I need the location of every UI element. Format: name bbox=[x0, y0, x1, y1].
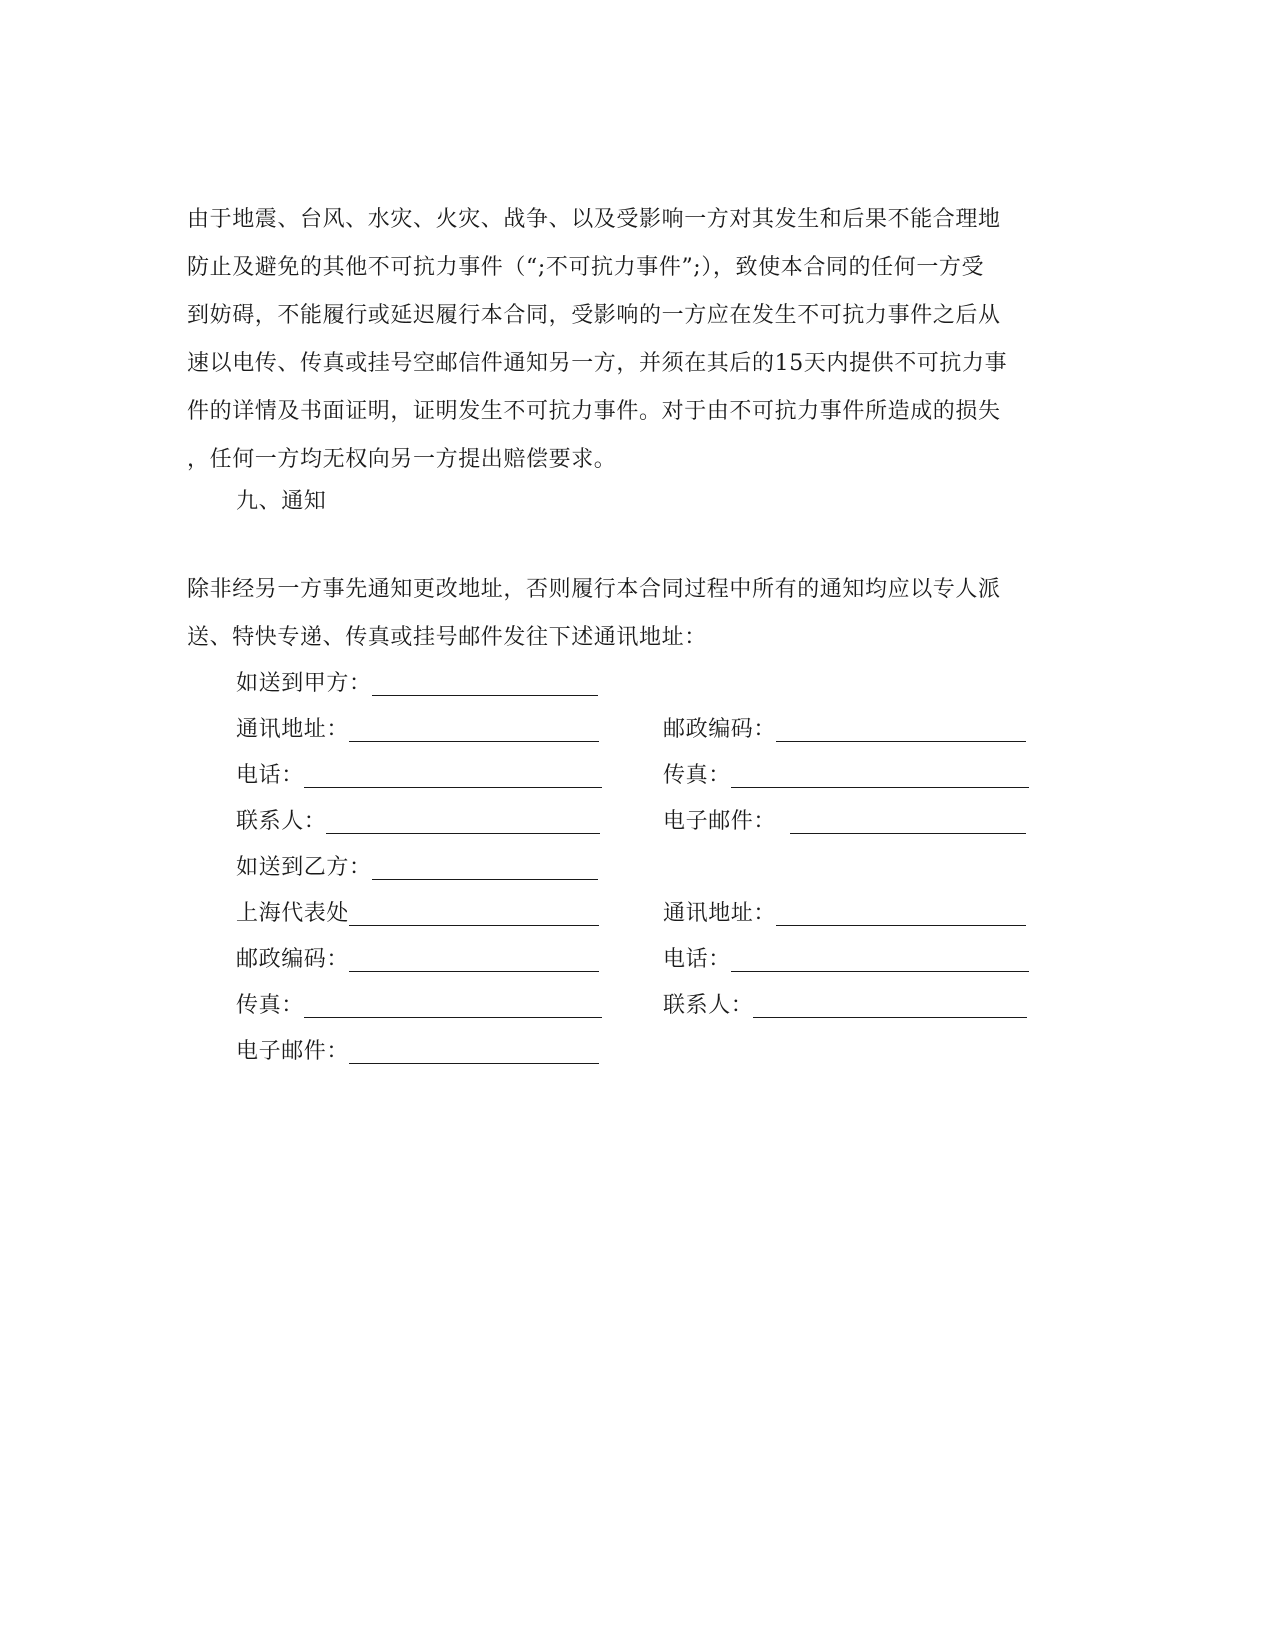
fill-in-blank[interactable] bbox=[349, 717, 599, 742]
fill-in-blank[interactable] bbox=[304, 763, 602, 788]
field-label: 电话： bbox=[663, 947, 731, 972]
fill-in-blank[interactable] bbox=[326, 809, 600, 834]
party-b-postcode-field bbox=[236, 944, 599, 976]
party-a-send-to-field bbox=[236, 668, 598, 700]
field-label: 电子邮件： bbox=[236, 1039, 350, 1064]
field-label: 传真： bbox=[236, 993, 304, 1018]
party-a-phone-field bbox=[236, 760, 602, 792]
party-b-contact-field bbox=[663, 990, 1027, 1022]
fill-in-blank[interactable] bbox=[372, 671, 598, 696]
party-a-fax-field bbox=[663, 760, 1029, 792]
field-label: 如送到甲方： bbox=[236, 671, 372, 696]
paragraph-line: 件的详情及书面证明，证明发生不可抗力事件。对于由不可抗力事件所造成的损失 bbox=[187, 399, 1001, 424]
fill-in-blank[interactable] bbox=[776, 901, 1026, 926]
paragraph-line: 速以电传、传真或挂号空邮信件通知另一方，并须在其后的15天内提供不可抗力事 bbox=[187, 351, 1008, 376]
fill-in-blank[interactable] bbox=[790, 809, 1026, 834]
field-label: 通讯地址： bbox=[663, 901, 777, 926]
field-label: 邮政编码： bbox=[236, 947, 350, 972]
fill-in-blank[interactable] bbox=[349, 1039, 599, 1064]
party-a-address-field bbox=[236, 714, 599, 746]
fill-in-blank[interactable] bbox=[776, 717, 1026, 742]
party-b-phone-field bbox=[663, 944, 1029, 976]
paragraph-line: 防止及避免的其他不可抗力事件（“;不可抗力事件”;），致使本合同的任何一方受 bbox=[187, 255, 985, 280]
field-label: 通讯地址： bbox=[236, 717, 350, 742]
field-label: 上海代表处 bbox=[236, 901, 350, 926]
notice-paragraph bbox=[187, 566, 1077, 662]
field-label: 电话： bbox=[236, 763, 304, 788]
force-majeure-paragraph bbox=[187, 196, 1077, 484]
party-b-send-to-field bbox=[236, 852, 598, 884]
field-label: 如送到乙方： bbox=[236, 855, 372, 880]
fill-in-blank[interactable] bbox=[372, 855, 598, 880]
party-b-address-field bbox=[663, 898, 1026, 930]
field-label: 联系人： bbox=[236, 809, 327, 834]
fill-in-blank[interactable] bbox=[349, 947, 599, 972]
paragraph-line: 到妨碍，不能履行或延迟履行本合同，受影响的一方应在发生不可抗力事件之后从 bbox=[187, 303, 1001, 328]
fill-in-blank[interactable] bbox=[731, 763, 1029, 788]
fill-in-blank[interactable] bbox=[304, 993, 602, 1018]
field-label: 联系人： bbox=[663, 993, 754, 1018]
paragraph-line: ，任何一方均无权向另一方提出赔偿要求。 bbox=[187, 447, 617, 472]
fill-in-blank[interactable] bbox=[753, 993, 1027, 1018]
party-a-postcode-field bbox=[663, 714, 1026, 746]
paragraph-line: 除非经另一方事先通知更改地址，否则履行本合同过程中所有的通知均应以专人派 bbox=[187, 577, 1001, 602]
party-b-email-field bbox=[236, 1036, 599, 1068]
field-label: 邮政编码： bbox=[663, 717, 777, 742]
section-heading-notice: 九、通知 bbox=[236, 489, 327, 514]
fill-in-blank[interactable] bbox=[349, 901, 599, 926]
fill-in-blank[interactable] bbox=[731, 947, 1029, 972]
field-label: 传真： bbox=[663, 763, 731, 788]
field-label: 电子邮件： bbox=[663, 809, 777, 834]
paragraph-line: 送、特快专递、传真或挂号邮件发往下述通讯地址： bbox=[187, 625, 707, 650]
paragraph-line: 由于地震、台风、水灾、火灾、战争、以及受影响一方对其发生和后果不能合理地 bbox=[187, 207, 1001, 232]
party-a-contact-field bbox=[236, 806, 600, 838]
party-b-office-field bbox=[236, 898, 599, 930]
party-b-fax-field bbox=[236, 990, 602, 1022]
party-a-email-field bbox=[663, 806, 1026, 838]
